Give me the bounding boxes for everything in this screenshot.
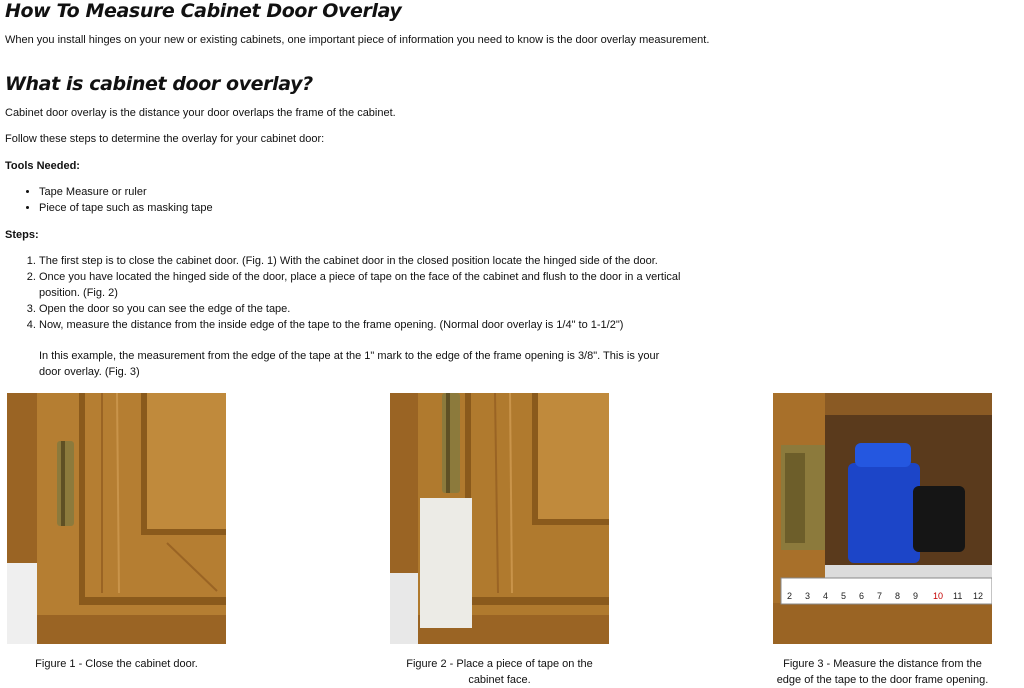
list-item: 4. Now, measure the distance from the inside edge of the tape to the frame opening. (Normal door overlay is 1/4" to 1-1/2") [39, 317, 709, 333]
svg-text:8: 8 [895, 591, 901, 601]
svg-text:12: 12 [973, 591, 984, 601]
svg-text:9: 9 [913, 591, 919, 601]
figure-1-photo [7, 393, 226, 644]
list-item: 3. Open the door so you can see the edge of the tape. [39, 301, 709, 317]
tools-list [0, 184, 213, 216]
definition-paragraph: Cabinet door overlay is the distance your door overlaps the frame of the cabinet. [5, 107, 396, 119]
svg-text:2: 2 [787, 591, 793, 601]
figure-3-photo [773, 393, 992, 644]
intro-paragraph: When you install hinges on your new or existing cabinets, one important piece of information you need to know is the door overlay measurement. [5, 34, 710, 46]
list-item: 2. Once you have located the hinged side of the door, place a piece of tape on the face of the cabinet and flush to the door in a vertical position. (Fig. 2) [39, 269, 709, 301]
example-note: In this example, the measurement from the edge of the tape at the 1" mark to the edge of the frame opening is 3/8". This is your door overlay. (Fig. 3) [39, 350, 660, 378]
figure-2-photo [390, 393, 609, 644]
svg-text:6: 6 [859, 591, 865, 601]
list-item: • Tape Measure or ruler [39, 184, 213, 200]
tape-on-cabinet-image [390, 393, 609, 644]
figure-3-caption: Figure 3 - Measure the distance from the edge of the tape to the door frame opening. [776, 658, 989, 686]
cabinet-door-closed-image [7, 393, 226, 644]
tools-heading: Tools Needed: [5, 160, 80, 172]
svg-text:5: 5 [841, 591, 847, 601]
list-item: • Piece of tape such as masking tape [39, 200, 213, 216]
figure-2-caption: Figure 2 - Place a piece of tape on the cabinet face. [406, 658, 593, 686]
svg-text:3: 3 [805, 591, 811, 601]
steps-list [0, 253, 709, 333]
figure-1-caption: Figure 1 - Close the cabinet door. [35, 658, 198, 670]
list-item: 1. The first step is to close the cabinet door. (Fig. 1) With the cabinet door in the closed position locate the hinged side of the door. [39, 253, 709, 269]
tape-measure-image [773, 393, 992, 644]
svg-text:4: 4 [823, 591, 829, 601]
svg-text:7: 7 [877, 591, 883, 601]
steps-heading: Steps: [5, 229, 39, 241]
follow-paragraph: Follow these steps to determine the overlay for your cabinet door: [5, 133, 325, 145]
page-title: How To Measure Cabinet Door Overlay [5, 0, 402, 22]
svg-text:11: 11 [953, 591, 963, 601]
section-heading: What is cabinet door overlay? [5, 73, 313, 95]
svg-text:10: 10 [933, 591, 944, 601]
